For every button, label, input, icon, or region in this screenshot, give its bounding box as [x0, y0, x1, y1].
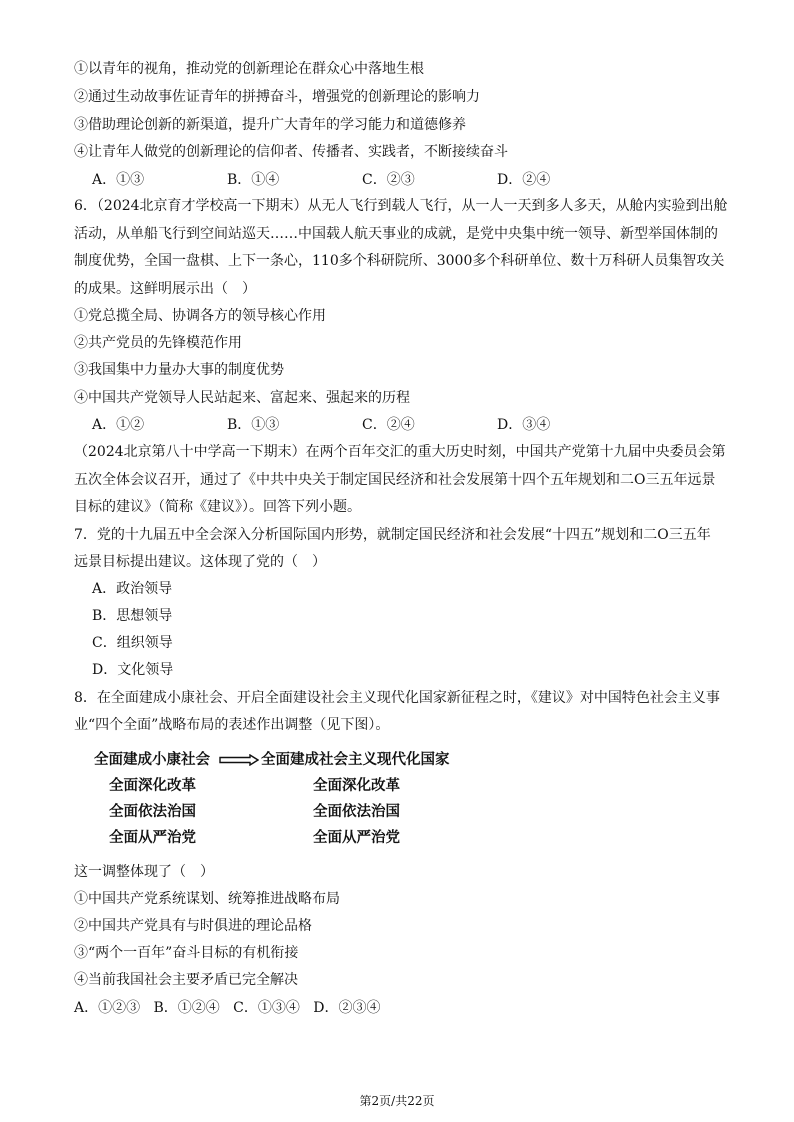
q6-option-3: ③我国集中力量办大事的制度优势 — [74, 362, 284, 378]
q8-option-2: ②中国共产党具有与时俱进的理论品格 — [74, 918, 312, 934]
q6-option-2: ②共产党员的先锋模范作用 — [74, 335, 242, 351]
q7-stem-line-2: 远景目标提出建议。这体现了党的（ ） — [74, 554, 326, 570]
page-number: 第2页/共22页 — [359, 1094, 435, 1108]
q8-choice-d[interactable]: D．②③④ — [313, 1000, 381, 1016]
q5-choice-a[interactable]: A．①③ — [92, 172, 145, 188]
q7-choice-b[interactable]: B．思想领导 — [92, 608, 173, 624]
q6-choice-c[interactable]: C．②④ — [362, 417, 415, 433]
q5-choice-b[interactable]: B．①④ — [227, 172, 280, 188]
q5-option-2: ②通过生动故事佐证青年的拼搏奋斗，增强党的创新理论的影响力 — [74, 89, 480, 105]
q5-choice-d[interactable]: D．②④ — [497, 172, 551, 188]
q7-choice-a[interactable]: A．政治领导 — [92, 581, 173, 597]
q6-stem-line-3: 制度优势，全国一盘棋、上下一条心，110多个科研院所、3000多个科研单位、数十万科研人员集智攻关 — [74, 253, 725, 269]
q8-choice-a[interactable]: A．①②③ — [74, 1000, 141, 1016]
q6-option-1: ①党总揽全局、协调各方的领导核心作用 — [74, 308, 326, 324]
intro-line-3: 目标的建议》（简称《建议》）。回答下列小题。 — [74, 499, 361, 515]
q8-choices — [74, 998, 380, 1018]
diagram-left-item-3: 全面从严治党 — [109, 829, 196, 846]
diagram-left-heading: 全面建成小康社会 — [94, 751, 210, 768]
q8-stem-line-2: 业“四个全面”战略布局的表述作出调整（见下图）。 — [74, 717, 390, 733]
q6-choice-a[interactable]: A．①② — [92, 417, 145, 433]
q5-choice-c[interactable]: C．②③ — [362, 172, 415, 188]
q6-stem-line-4: 的成果。这鲜明展示出（ ） — [74, 281, 256, 297]
q6-choice-d[interactable]: D．③④ — [497, 417, 551, 433]
q8-choice-c[interactable]: C．①③④ — [233, 1000, 300, 1016]
q5-option-4: ④让青年人做党的创新理论的信仰者、传播者、实践者，不断接续奋斗 — [74, 144, 508, 160]
q5-option-3: ③借助理论创新的新渠道，提升广大青年的学习能力和道德修养 — [74, 117, 466, 133]
q8-stem-line-1: 8．在全面建成小康社会、开启全面建设社会主义现代化国家新征程之时，《建议》对中国特色社会主义事 — [74, 690, 720, 706]
q6-choices — [92, 415, 632, 435]
q5-choices — [92, 170, 632, 190]
intro-line-2: 五次全体会议召开，通过了《中共中央关于制定国民经济和社会发展第十四个五年规划和二O三五年远景 — [74, 472, 716, 488]
diagram-right-item-3: 全面从严治党 — [313, 829, 400, 846]
diagram-right-item-2: 全面依法治国 — [313, 803, 400, 820]
q8-option-3: ③“两个一百年”奋斗目标的有机衔接 — [74, 945, 299, 961]
diagram-left-item-2: 全面依法治国 — [109, 803, 196, 820]
q6-option-4: ④中国共产党领导人民站起来、富起来、强起来的历程 — [74, 390, 410, 406]
q7-choice-c[interactable]: C．组织领导 — [92, 635, 173, 651]
diagram-right-heading: 全面建成社会主义现代化国家 — [261, 751, 450, 768]
q6-stem-line-2: 活动，从单船飞行到空间站巡天……中国载人航天事业的成就，是党中央集中统一领导、新型举国体制的 — [74, 226, 718, 242]
q5-option-1: ①以青年的视角，推动党的创新理论在群众心中落地生根 — [74, 61, 424, 77]
q7-stem-line-1: 7．党的十九届五中全会深入分析国际国内形势，就制定国民经济和社会发展“十四五”规划和二O三五年 — [74, 527, 711, 543]
diagram-right-item-1: 全面深化改革 — [313, 777, 400, 794]
intro-line-1: （2024北京第八十中学高一下期末）在两个百年交汇的重大历史时刻，中国共产党第十九届中央委员会第 — [74, 444, 726, 460]
q6-choice-b[interactable]: B．①③ — [227, 417, 280, 433]
right-arrow-icon — [219, 754, 259, 766]
diagram-left-item-1: 全面深化改革 — [109, 777, 196, 794]
q8-question: 这一调整体现了（ ） — [74, 864, 214, 880]
q8-choice-b[interactable]: B．①②④ — [153, 1000, 220, 1016]
q8-option-1: ①中国共产党系统谋划、统筹推进战略布局 — [74, 891, 340, 907]
q6-stem-line-1: 6．（2024北京育才学校高一下期末）从无人飞行到载人飞行，从一人一天到多人多天，从舱内实验到出舱 — [74, 198, 728, 214]
q7-choice-d[interactable]: D．文化领导 — [92, 662, 174, 678]
q8-option-4: ④当前我国社会主要矛盾已完全解决 — [74, 972, 298, 988]
